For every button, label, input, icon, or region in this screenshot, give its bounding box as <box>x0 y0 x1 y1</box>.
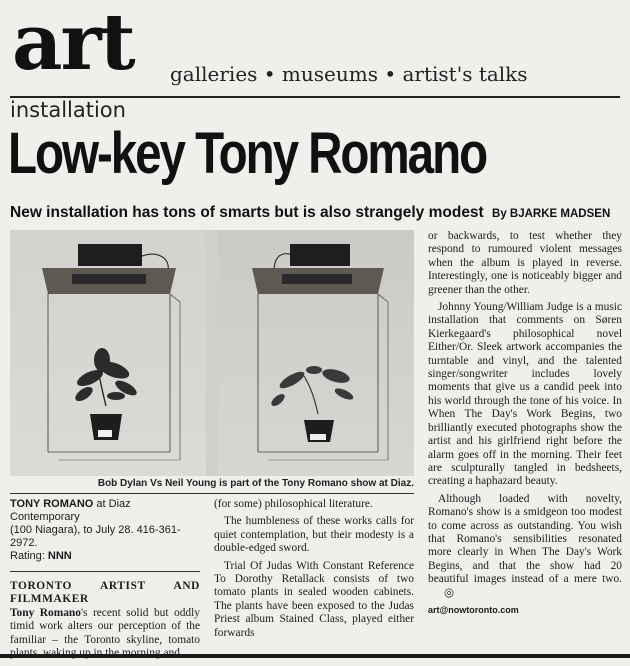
photo-caption: Bob Dylan Vs Neil Young is part of the Tony Romano show at Diaz. <box>97 478 414 489</box>
bottom-rule <box>0 654 630 658</box>
lead-name: Tony Romano <box>10 606 81 619</box>
photo-right-tomato-cabinet <box>218 230 414 476</box>
end-mark-icon: ◎ <box>444 586 454 599</box>
info-venue: at Diaz Contemporary <box>10 498 131 523</box>
paragraph-closing <box>428 493 622 600</box>
column-2 <box>214 498 414 644</box>
photo-pair <box>10 230 414 476</box>
info-artist: TONY ROMANO <box>10 498 94 510</box>
caption-rule <box>10 493 414 494</box>
info-rule <box>10 571 200 572</box>
article-headline: Low-key Tony Romano <box>8 121 487 186</box>
info-rating: NNN <box>47 550 72 562</box>
info-address: (100 Niagara), to July 28. 416-361-2972. <box>10 524 181 549</box>
contact-email[interactable]: art@nowtoronto.com <box>428 604 519 615</box>
article-kicker: installation <box>10 98 126 122</box>
section-tagline: galleries • museums • artist's talks <box>170 62 528 86</box>
info-rating-label: Rating: <box>10 550 45 562</box>
paragraph: (for some) philosophical literature. <box>214 498 373 510</box>
paragraph: or backwards, to test whether they respond to rumoured violent messages when the album is played in reverse. Interestingly, one is noticeably bigger and greener than the other. <box>428 230 622 296</box>
paragraph: Johnny Young/William Judge is a music installation that comments on Søren Kierkegaard's philosophical novel Either/Or. Sleek artwork accompanies the turntable and vinyl, and the talented singer/songwriter includes lovely moments that give us a candid peek into his world through the tone of his voice. In When The Day's Work Begins, two brilliantly executed photographs show the artist and his girlfriend right before the alarm goes off in the morning. Their feet are sculpturally tangled in bedsheets, creating a haphazard beauty. <box>428 301 622 488</box>
paragraph: The humbleness of these works calls for quiet contemplation, but their modesty is a double-edged sword. <box>214 515 414 555</box>
closing-text: Although loaded with novelty, Romano's show is a smidgeon too modest to come across as outstanding. You wish that Romano's sensibilities resonated more clearly in When The Day's Work Begins, and that the show had 20 beautiful images instead of a mere two. <box>428 492 622 586</box>
show-info <box>10 498 200 563</box>
section-title: art <box>12 0 134 88</box>
column-1 <box>10 498 200 664</box>
article-deck <box>10 204 610 222</box>
paragraph: Trial Of Judas With Constant Reference To Dorothy Retallack consists of two tomato plants in sealed wooden cabinets. The plants have been exposed to the Judas Priest album Stained Class, played either forwards <box>214 559 414 639</box>
paragraph-lead <box>10 580 200 660</box>
photo-left-tomato-cabinet <box>10 230 206 476</box>
column-3 <box>428 230 622 617</box>
lead-cap: TORONTO ARTIST AND FILMMAKER <box>10 580 200 606</box>
deck-text: New installation has tons of smarts but is also strangely modest <box>10 204 484 221</box>
byline: By BJARKE MADSEN <box>492 208 611 220</box>
lead-text: 's recent solid but oddly timid work alters our perception of the familiar – the Toronto skyline, tomato <box>10 606 200 646</box>
